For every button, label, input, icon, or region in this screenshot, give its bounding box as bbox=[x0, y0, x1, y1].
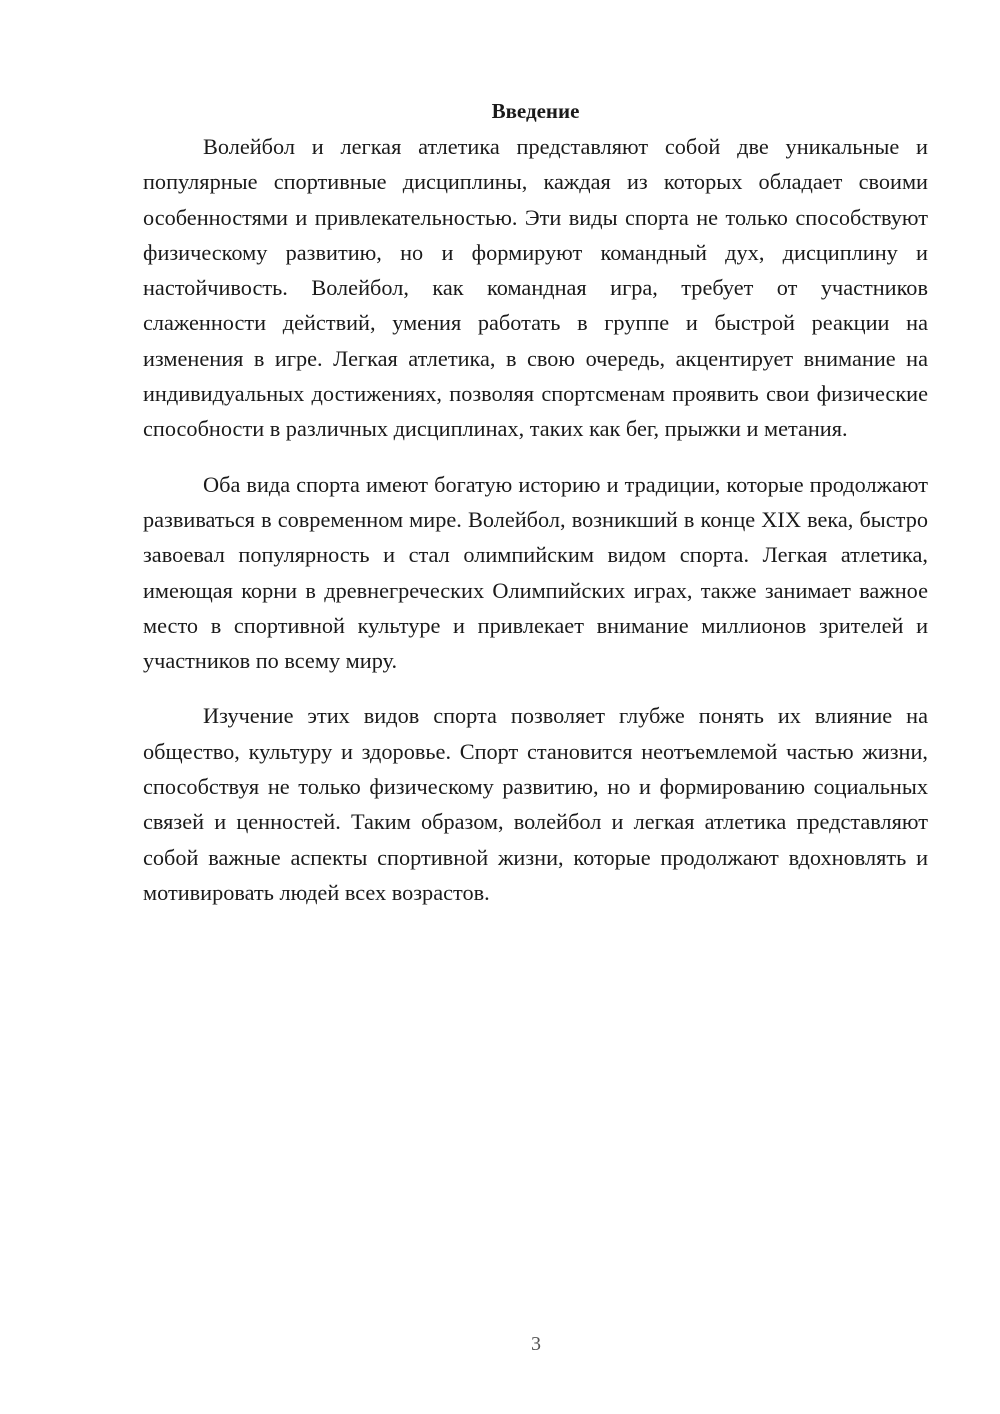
paragraph-3: Изучение этих видов спорта позволяет глубже понять их влияние на общество, культуру и здоровье. Спорт становится неотъемлемой частью жизни, способствуя не только физическому развитию, но и формированию социальных связей и ценностей. Таким образом, волейбол и легкая атлетика представляют собой важные аспекты спортивной жизни, которые продолжают вдохновлять и мотивировать людей всех возрастов. bbox=[143, 703, 928, 905]
paragraph-2: Оба вида спорта имеют богатую историю и традиции, которые продолжают развиваться в современном мире. Волейбол, возникший в конце XIX века, быстро завоевал популярность и стал олимпийским видом спорта. Легкая атлетика, имеющая корни в древнегреческих Олимпийских играх, также занимает важное место в спортивной культуре и привлекает внимание миллионов зрителей и участников по всему миру. bbox=[143, 471, 928, 674]
page-number: 3 bbox=[531, 1333, 541, 1355]
section-title: Введение bbox=[491, 99, 580, 123]
page-content bbox=[143, 95, 928, 930]
paragraph-1: Волейбол и легкая атлетика представляют собой две уникальные и популярные спортивные дисциплины, каждая из которых обладает своими особенностями и привлекательностью. Эти виды спорта не только способствуют физическому развитию, но и формируют командный дух, дисциплину и настойчивость. Волейбол, как командная игра, требует от участников слаженности действий, умения работать в группе и быстрой реакции на изменения в игре. Легкая атлетика, в свою очередь, акцентирует внимание на индивидуальных достижениях, позволяя спортсменам проявить свои физические способности в различных дисциплинах, таких как бег, прыжки и метания. bbox=[143, 134, 928, 442]
